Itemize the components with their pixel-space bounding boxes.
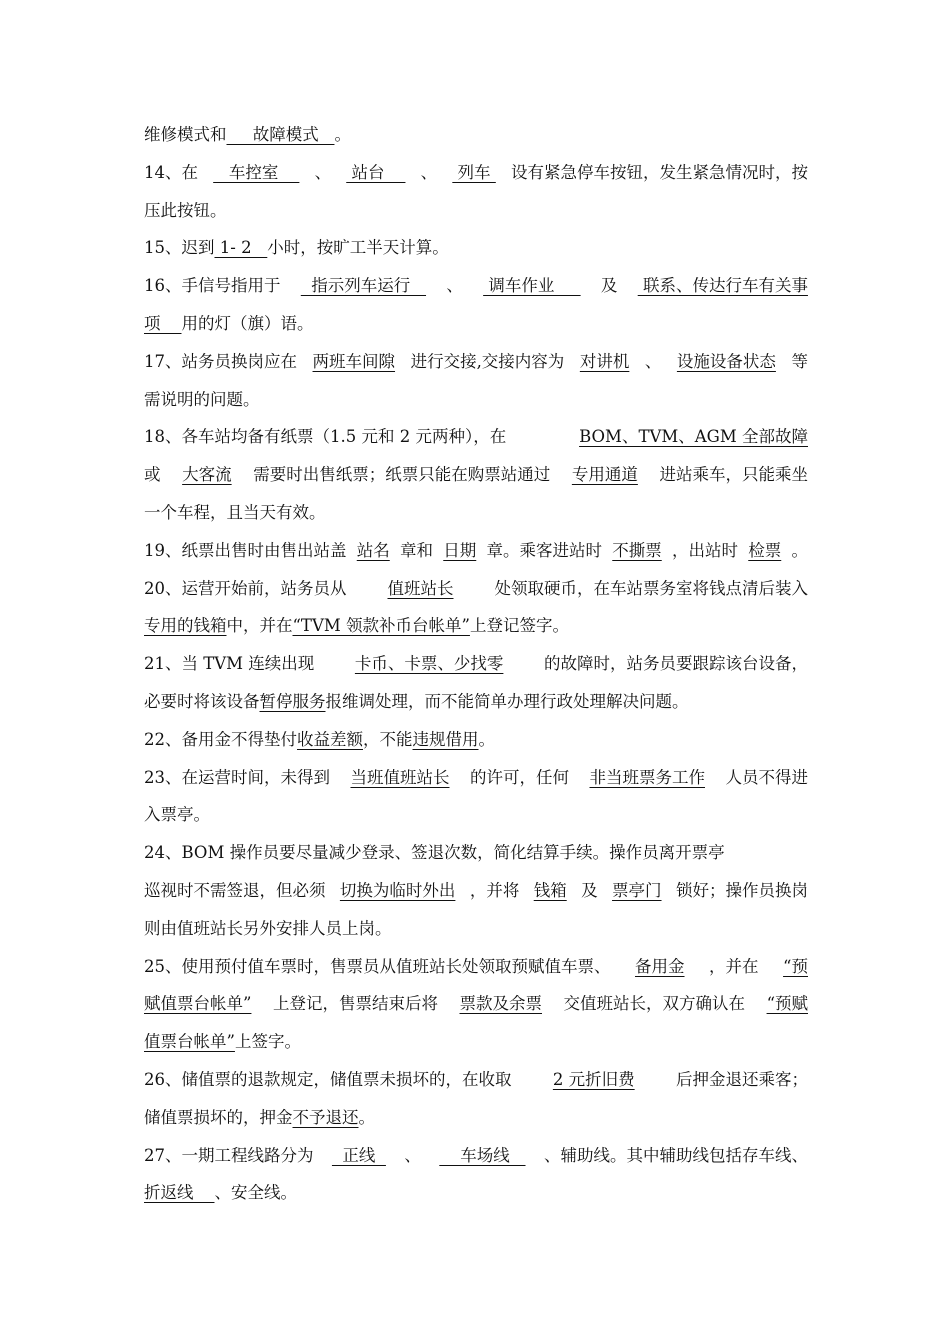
text-line: [144, 948, 808, 986]
text-line: [144, 1137, 808, 1175]
filled-blank-answer: 车场线: [439, 1145, 526, 1165]
text-fragment: 处领取硬币，在车站票务室将钱点清后装入: [494, 578, 808, 598]
filled-blank-answer: 备用金: [635, 956, 685, 976]
filled-blank-answer: 赋值票台帐单”: [144, 994, 252, 1014]
text-fragment: 用的灯（旗）语。: [181, 313, 314, 333]
filled-blank-answer: 联系、传达行车有关事: [637, 276, 808, 296]
text-fragment: 需说明的问题。: [144, 389, 260, 409]
text-fragment: 。: [334, 125, 351, 144]
filled-blank-answer: BOM、TVM、AGM 全部故障: [579, 427, 808, 447]
text-fragment: 上签字。: [234, 1032, 301, 1052]
filled-blank-answer: 调车作业: [483, 276, 581, 296]
text-fragment: 或: [144, 465, 161, 485]
text-line: [144, 343, 808, 381]
text-fragment: 、: [446, 276, 463, 296]
text-fragment: 23、在运营时间，未得到: [144, 767, 330, 787]
text-line: [144, 456, 808, 494]
text-fragment: 。: [358, 1107, 375, 1127]
filled-blank-answer: 指示列车运行: [300, 276, 427, 296]
text-fragment: ，并将: [469, 880, 520, 900]
text-line: [144, 1099, 808, 1137]
text-line: [144, 1023, 808, 1061]
text-line: [144, 570, 808, 608]
text-line: [144, 910, 808, 948]
text-fragment: 需要时出售纸票；纸票只能在购票站通过: [253, 465, 551, 485]
text-fragment: 中，并在: [226, 616, 293, 636]
filled-blank-answer: 日期: [443, 540, 477, 560]
text-fragment: 25、使用预付值车票时，售票员从值班站长处领取预赋值车票、: [144, 956, 611, 976]
text-fragment: 26、储值票的退款规定，储值票未损坏的，在收取: [144, 1069, 512, 1089]
text-fragment: 27、一期工程线路分为: [144, 1145, 314, 1165]
filled-blank-answer: 车控室: [213, 162, 300, 182]
text-fragment: 压此按钮。: [144, 200, 227, 220]
text-line: [144, 721, 808, 759]
text-line: [144, 305, 808, 343]
text-line: [144, 532, 808, 570]
document-body: [144, 116, 808, 1212]
filled-blank-answer: 检票: [748, 540, 782, 560]
text-fragment: 设有紧急停车按钮，发生紧急情况时，按: [510, 162, 808, 182]
text-fragment: 章。乘客进站时: [486, 540, 602, 560]
filled-blank-answer: 卡币、卡票、少找零: [354, 654, 504, 674]
filled-blank-answer: 折返线: [144, 1183, 215, 1203]
text-line: [144, 683, 808, 721]
text-fragment: 的许可，任何: [470, 767, 569, 787]
filled-blank-answer: 不予退还: [292, 1107, 359, 1127]
text-fragment: 则由值班站长另外安排人员上岗。: [144, 918, 392, 938]
text-line: [144, 759, 808, 797]
text-fragment: 报维调处理，而不能简单办理行政处理解决问题。: [325, 691, 689, 711]
filled-blank-answer: 票亭门: [612, 880, 662, 900]
filled-blank-answer: 专用通道: [571, 465, 638, 485]
filled-blank-answer: 对讲机: [579, 351, 630, 371]
text-fragment: 的故障时，站务员要跟踪该台设备，: [544, 654, 808, 674]
text-fragment: 交值班站长，双方确认在: [563, 994, 746, 1014]
filled-blank-answer: 设施设备状态: [676, 351, 776, 371]
text-fragment: 人员不得进: [725, 767, 808, 787]
filled-blank-answer: 站名: [356, 540, 390, 560]
text-line: [144, 872, 808, 910]
text-fragment: 21、当 TVM 连续出现: [144, 654, 315, 674]
filled-blank-answer: 非当班票务工作: [589, 767, 705, 787]
text-line: [144, 267, 808, 305]
filled-blank-answer: 暂停服务: [259, 691, 326, 711]
text-fragment: 。: [791, 540, 808, 560]
text-fragment: 24、BOM 操作员要尽量减少登录、签退次数，简化结算手续。操作员离开票亭: [144, 843, 725, 863]
filled-blank-answer: 站台: [346, 162, 406, 182]
filled-blank-answer: 1- 2: [214, 238, 268, 258]
filled-blank-answer: 钱箱: [533, 880, 567, 900]
filled-blank-answer: 故障模式: [226, 125, 335, 144]
text-line: [144, 192, 808, 230]
filled-blank-answer: 2 元折旧费: [552, 1069, 635, 1089]
filled-blank-answer: 不撕票: [612, 540, 662, 560]
text-line: [144, 607, 808, 645]
text-line: [144, 796, 808, 834]
text-fragment: 及: [581, 880, 598, 900]
text-fragment: ，出站时: [672, 540, 738, 560]
text-line: [144, 1174, 808, 1212]
text-fragment: 等: [791, 351, 808, 371]
text-fragment: 上登记签字。: [469, 616, 569, 636]
text-fragment: 19、纸票出售时由售出站盖: [144, 540, 347, 560]
text-fragment: 20、运营开始前，站务员从: [144, 578, 347, 598]
filled-blank-answer: 当班值班站长: [350, 767, 450, 787]
text-fragment: 章和: [400, 540, 433, 560]
filled-blank-answer: 大客流: [182, 465, 232, 485]
text-fragment: 入票亭。: [144, 805, 210, 825]
text-fragment: 及: [600, 276, 618, 296]
text-fragment: 小时，按旷工半天计算。: [267, 238, 449, 258]
text-fragment: 上登记，售票结束后将: [272, 994, 438, 1014]
text-fragment: 进行交接,交接内容为: [410, 351, 565, 371]
filled-blank-answer: “TVM 领款补币台帐单”: [292, 616, 470, 636]
text-line: [144, 494, 808, 532]
text-line: [144, 834, 808, 872]
text-fragment: 、: [644, 351, 662, 371]
text-fragment: 、: [314, 162, 332, 182]
filled-blank-answer: “预: [783, 956, 808, 976]
text-fragment: 必要时将该设备: [144, 691, 260, 711]
text-line: [144, 985, 808, 1023]
filled-blank-answer: 列车: [452, 162, 496, 182]
text-fragment: 22、备用金不得垫付: [144, 729, 297, 749]
text-line: [144, 645, 808, 683]
text-fragment: 锁好；操作员换岗: [675, 880, 808, 900]
text-fragment: 进站乘车，只能乘坐: [659, 465, 808, 485]
text-fragment: 、辅助线。其中辅助线包括存车线、: [543, 1145, 808, 1165]
text-fragment: 16、手信号指用于: [144, 276, 281, 296]
filled-blank-answer: 专用的钱箱: [144, 616, 227, 636]
text-line: [144, 381, 808, 419]
text-fragment: 、: [420, 162, 438, 182]
text-fragment: 17、站务员换岗应在: [144, 351, 297, 371]
text-line: [144, 116, 808, 154]
text-fragment: 15、迟到: [144, 238, 215, 258]
filled-blank-answer: 收益差额: [297, 729, 363, 749]
filled-blank-answer: 正线: [331, 1145, 386, 1165]
filled-blank-answer: 两班车间隙: [312, 351, 396, 371]
text-fragment: 。: [478, 729, 495, 749]
text-fragment: 18、各车站均备有纸票（1.5 元和 2 元两种），在: [144, 427, 507, 447]
text-fragment: ，不能: [363, 729, 413, 749]
filled-blank-answer: 票款及余票: [459, 994, 542, 1014]
text-fragment: ，并在: [709, 956, 759, 976]
filled-blank-answer: 项: [144, 313, 182, 333]
text-line: [144, 1061, 808, 1099]
text-line: [144, 154, 808, 192]
text-fragment: 维修模式和: [144, 125, 227, 144]
filled-blank-answer: 切换为临时外出: [339, 880, 456, 900]
filled-blank-answer: 值票台帐单”: [144, 1032, 235, 1052]
text-fragment: 巡视时不需签退，但必须: [144, 880, 326, 900]
text-line: [144, 229, 808, 267]
filled-blank-answer: “预赋: [766, 994, 808, 1014]
filled-blank-answer: 违规借用: [412, 729, 479, 749]
text-fragment: 后押金退还乘客；: [676, 1069, 808, 1089]
text-fragment: 14、在: [144, 162, 198, 182]
filled-blank-answer: 值班站长: [387, 578, 454, 598]
text-fragment: 、: [404, 1145, 421, 1165]
text-fragment: 、安全线。: [214, 1183, 297, 1203]
text-line: [144, 418, 808, 456]
text-fragment: 一个车程，且当天有效。: [144, 502, 326, 522]
text-fragment: 储值票损坏的，押金: [144, 1107, 293, 1127]
